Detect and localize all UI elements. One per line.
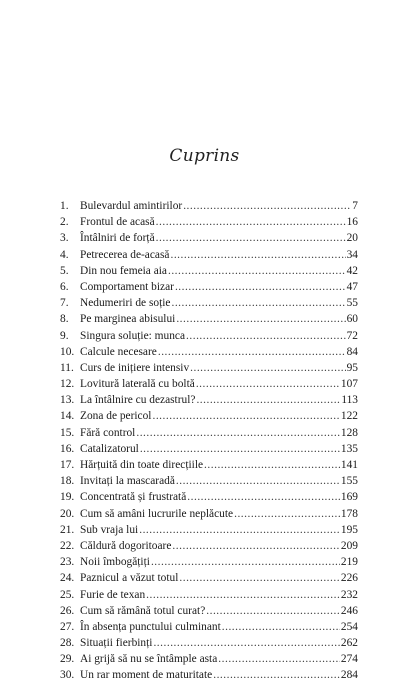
- page-number: 7: [352, 200, 358, 212]
- toc-entry: [60, 506, 358, 522]
- chapter-title: Situații fierbinți: [80, 637, 153, 650]
- dot-leader: [170, 247, 345, 263]
- chapter-number: 21.: [60, 523, 75, 536]
- page-number: 128: [340, 426, 358, 439]
- chapter-number: 2.: [60, 216, 69, 229]
- chapter-number: 29.: [60, 653, 75, 666]
- page-number: 254: [340, 620, 358, 633]
- dot-leader: [175, 279, 346, 295]
- toc-entry: [60, 279, 358, 295]
- chapter-title: La întâlnire cu dezastrul?: [80, 394, 196, 407]
- dot-leader: [140, 441, 340, 457]
- chapter-title: Sub vraja lui: [80, 523, 139, 536]
- dot-leader: [222, 619, 340, 635]
- toc-entry: [60, 457, 358, 473]
- chapter-title: Curs de inițiere intensiv: [80, 361, 190, 374]
- chapter-number: 20.: [60, 507, 75, 520]
- page-number: 84: [346, 345, 358, 358]
- toc-entry: [60, 408, 358, 424]
- page-number: 113: [341, 394, 358, 407]
- chapter-title: Nedumeriri de soție: [80, 297, 171, 310]
- dot-leader: [190, 360, 345, 376]
- chapter-number: 17.: [60, 459, 75, 471]
- chapter-number: 25.: [60, 588, 75, 601]
- toc-entry: [60, 425, 358, 441]
- dot-leader: [206, 603, 340, 619]
- chapter-title: Paznicul a văzut totul: [80, 572, 179, 585]
- chapter-title: Ai grijă să nu se întâmple asta: [80, 653, 218, 666]
- toc-entry: [60, 441, 358, 457]
- chapter-title: Fără control: [80, 426, 136, 439]
- chapter-number: 10.: [60, 345, 75, 358]
- chapter-title: Catalizatorul: [80, 442, 139, 455]
- chapter-number: 7.: [60, 297, 69, 310]
- table-of-contents: [60, 198, 358, 684]
- dot-leader: [156, 230, 346, 246]
- dot-leader: [186, 328, 346, 344]
- chapter-title: Cum să amâni lucrurile neplăcute: [80, 507, 234, 520]
- dot-leader: [171, 295, 345, 311]
- toc-entry: [60, 489, 358, 505]
- page-number: 95: [346, 361, 358, 374]
- chapter-number: 14.: [60, 410, 75, 423]
- dot-leader: [153, 635, 339, 651]
- chapter-title: Invitați la mascaradă: [80, 475, 175, 488]
- dot-leader: [234, 506, 340, 522]
- chapter-title: Furie de texan: [80, 588, 146, 601]
- chapter-title: Hărțuită din toate direcțiile: [80, 459, 204, 471]
- page-number: 60: [346, 313, 358, 326]
- dot-leader: [179, 570, 340, 586]
- dot-leader: [158, 344, 346, 360]
- page-number: 246: [340, 604, 358, 617]
- page-number: 122: [340, 410, 358, 423]
- dot-leader: [172, 538, 339, 554]
- toc-entry: [60, 473, 358, 489]
- dot-leader: [146, 587, 340, 603]
- page-number: 155: [340, 475, 358, 488]
- chapter-number: 30.: [60, 669, 75, 682]
- page-title: Cuprins: [169, 146, 240, 166]
- chapter-number: 24.: [60, 572, 75, 585]
- chapter-number: 1.: [60, 200, 69, 212]
- toc-entry: [60, 230, 358, 246]
- page-number: 42: [346, 264, 358, 277]
- chapter-title: Pe marginea abisului: [80, 313, 176, 326]
- dot-leader: [204, 457, 340, 473]
- chapter-number: 12.: [60, 378, 75, 391]
- chapter-number: 27.: [60, 620, 75, 633]
- chapter-number: 19.: [60, 491, 75, 504]
- chapter-title: Bulevardul amintirilor: [80, 200, 183, 212]
- dot-leader: [176, 473, 340, 489]
- chapter-title: Singura soluție: munca: [80, 329, 186, 342]
- chapter-number: 22.: [60, 539, 75, 552]
- page-number: 195: [340, 523, 358, 536]
- chapter-title: Cum să rămână totul curat?: [80, 604, 206, 617]
- dot-leader: [187, 489, 340, 505]
- chapter-number: 28.: [60, 637, 75, 650]
- chapter-title: Căldură dogoritoare: [80, 539, 172, 552]
- chapter-number: 13.: [60, 394, 75, 407]
- toc-entry: [60, 376, 358, 392]
- chapter-number: 4.: [60, 248, 69, 261]
- chapter-title: Comportament bizar: [80, 280, 174, 293]
- chapter-title: Lovitură laterală cu boltă: [80, 378, 195, 391]
- toc-entry: [60, 522, 358, 538]
- chapter-title: Zona de pericol: [80, 410, 152, 423]
- toc-entry: [60, 295, 358, 311]
- toc-entry: [60, 651, 358, 667]
- chapter-number: 9.: [60, 329, 69, 342]
- chapter-number: 8.: [60, 313, 69, 326]
- chapter-number: 5.: [60, 264, 69, 277]
- toc-entry: [60, 247, 358, 263]
- page-number: 169: [340, 491, 358, 504]
- page-number: 284: [340, 669, 358, 682]
- toc-entry: [60, 311, 358, 327]
- toc-entry: [60, 619, 358, 635]
- chapter-title: Calcule necesare: [80, 345, 157, 358]
- toc-entry: [60, 570, 358, 586]
- chapter-number: 15.: [60, 426, 75, 439]
- page-number: 16: [346, 216, 358, 229]
- toc-entry: [60, 360, 358, 376]
- chapter-number: 18.: [60, 475, 75, 488]
- chapter-number: 23.: [60, 556, 75, 569]
- page-number: 34: [346, 248, 358, 261]
- chapter-title: Concentrată și frustrată: [80, 491, 187, 504]
- chapter-number: 11.: [60, 361, 74, 374]
- page-number: 178: [340, 507, 358, 520]
- chapter-number: 16.: [60, 442, 75, 455]
- page-number: 72: [346, 329, 358, 342]
- page-number: 274: [340, 653, 358, 666]
- toc-entry: [60, 392, 358, 408]
- page-number: 141: [340, 459, 358, 471]
- page-number: 20: [346, 232, 358, 245]
- toc-entry: [60, 198, 358, 214]
- dot-leader: [136, 425, 340, 441]
- dot-leader: [196, 392, 340, 408]
- toc-entry: [60, 554, 358, 570]
- page-number: 209: [340, 539, 358, 552]
- toc-entry: [60, 635, 358, 651]
- page-number: 219: [340, 556, 358, 569]
- dot-leader: [152, 408, 339, 424]
- toc-entry: [60, 214, 358, 230]
- chapter-number: 3.: [60, 232, 69, 245]
- chapter-title: Noii îmbogățiți: [80, 556, 150, 569]
- chapter-number: 6.: [60, 280, 69, 293]
- dot-leader: [218, 651, 340, 667]
- dot-leader: [168, 263, 346, 279]
- page-number: 47: [346, 280, 358, 293]
- page-number: 232: [340, 588, 358, 601]
- dot-leader: [151, 554, 340, 570]
- dot-leader: [156, 214, 346, 230]
- chapter-number: 26.: [60, 604, 75, 617]
- dot-leader: [183, 198, 351, 214]
- page-number: 135: [340, 442, 358, 455]
- chapter-title: Din nou femeia aia: [80, 264, 167, 277]
- page-number: 55: [346, 297, 358, 310]
- toc-entry: [60, 328, 358, 344]
- dot-leader: [176, 311, 345, 327]
- page-number: 262: [340, 637, 358, 650]
- dot-leader: [196, 376, 340, 392]
- dot-leader: [139, 522, 340, 538]
- toc-entry: [60, 603, 358, 619]
- chapter-title: În absența punctului culminant: [80, 620, 221, 633]
- chapter-title: Frontul de acasă: [80, 216, 155, 229]
- toc-entry: [60, 538, 358, 554]
- toc-entry: [60, 587, 358, 603]
- toc-entry: [60, 344, 358, 360]
- chapter-title: Petrecerea de-acasă: [80, 248, 170, 261]
- chapter-title: Un rar moment de maturitate: [80, 669, 213, 682]
- page-number: 107: [340, 378, 358, 391]
- chapter-title: Întâlniri de forță: [80, 232, 155, 245]
- page-number: 226: [340, 572, 358, 585]
- toc-entry: [60, 263, 358, 279]
